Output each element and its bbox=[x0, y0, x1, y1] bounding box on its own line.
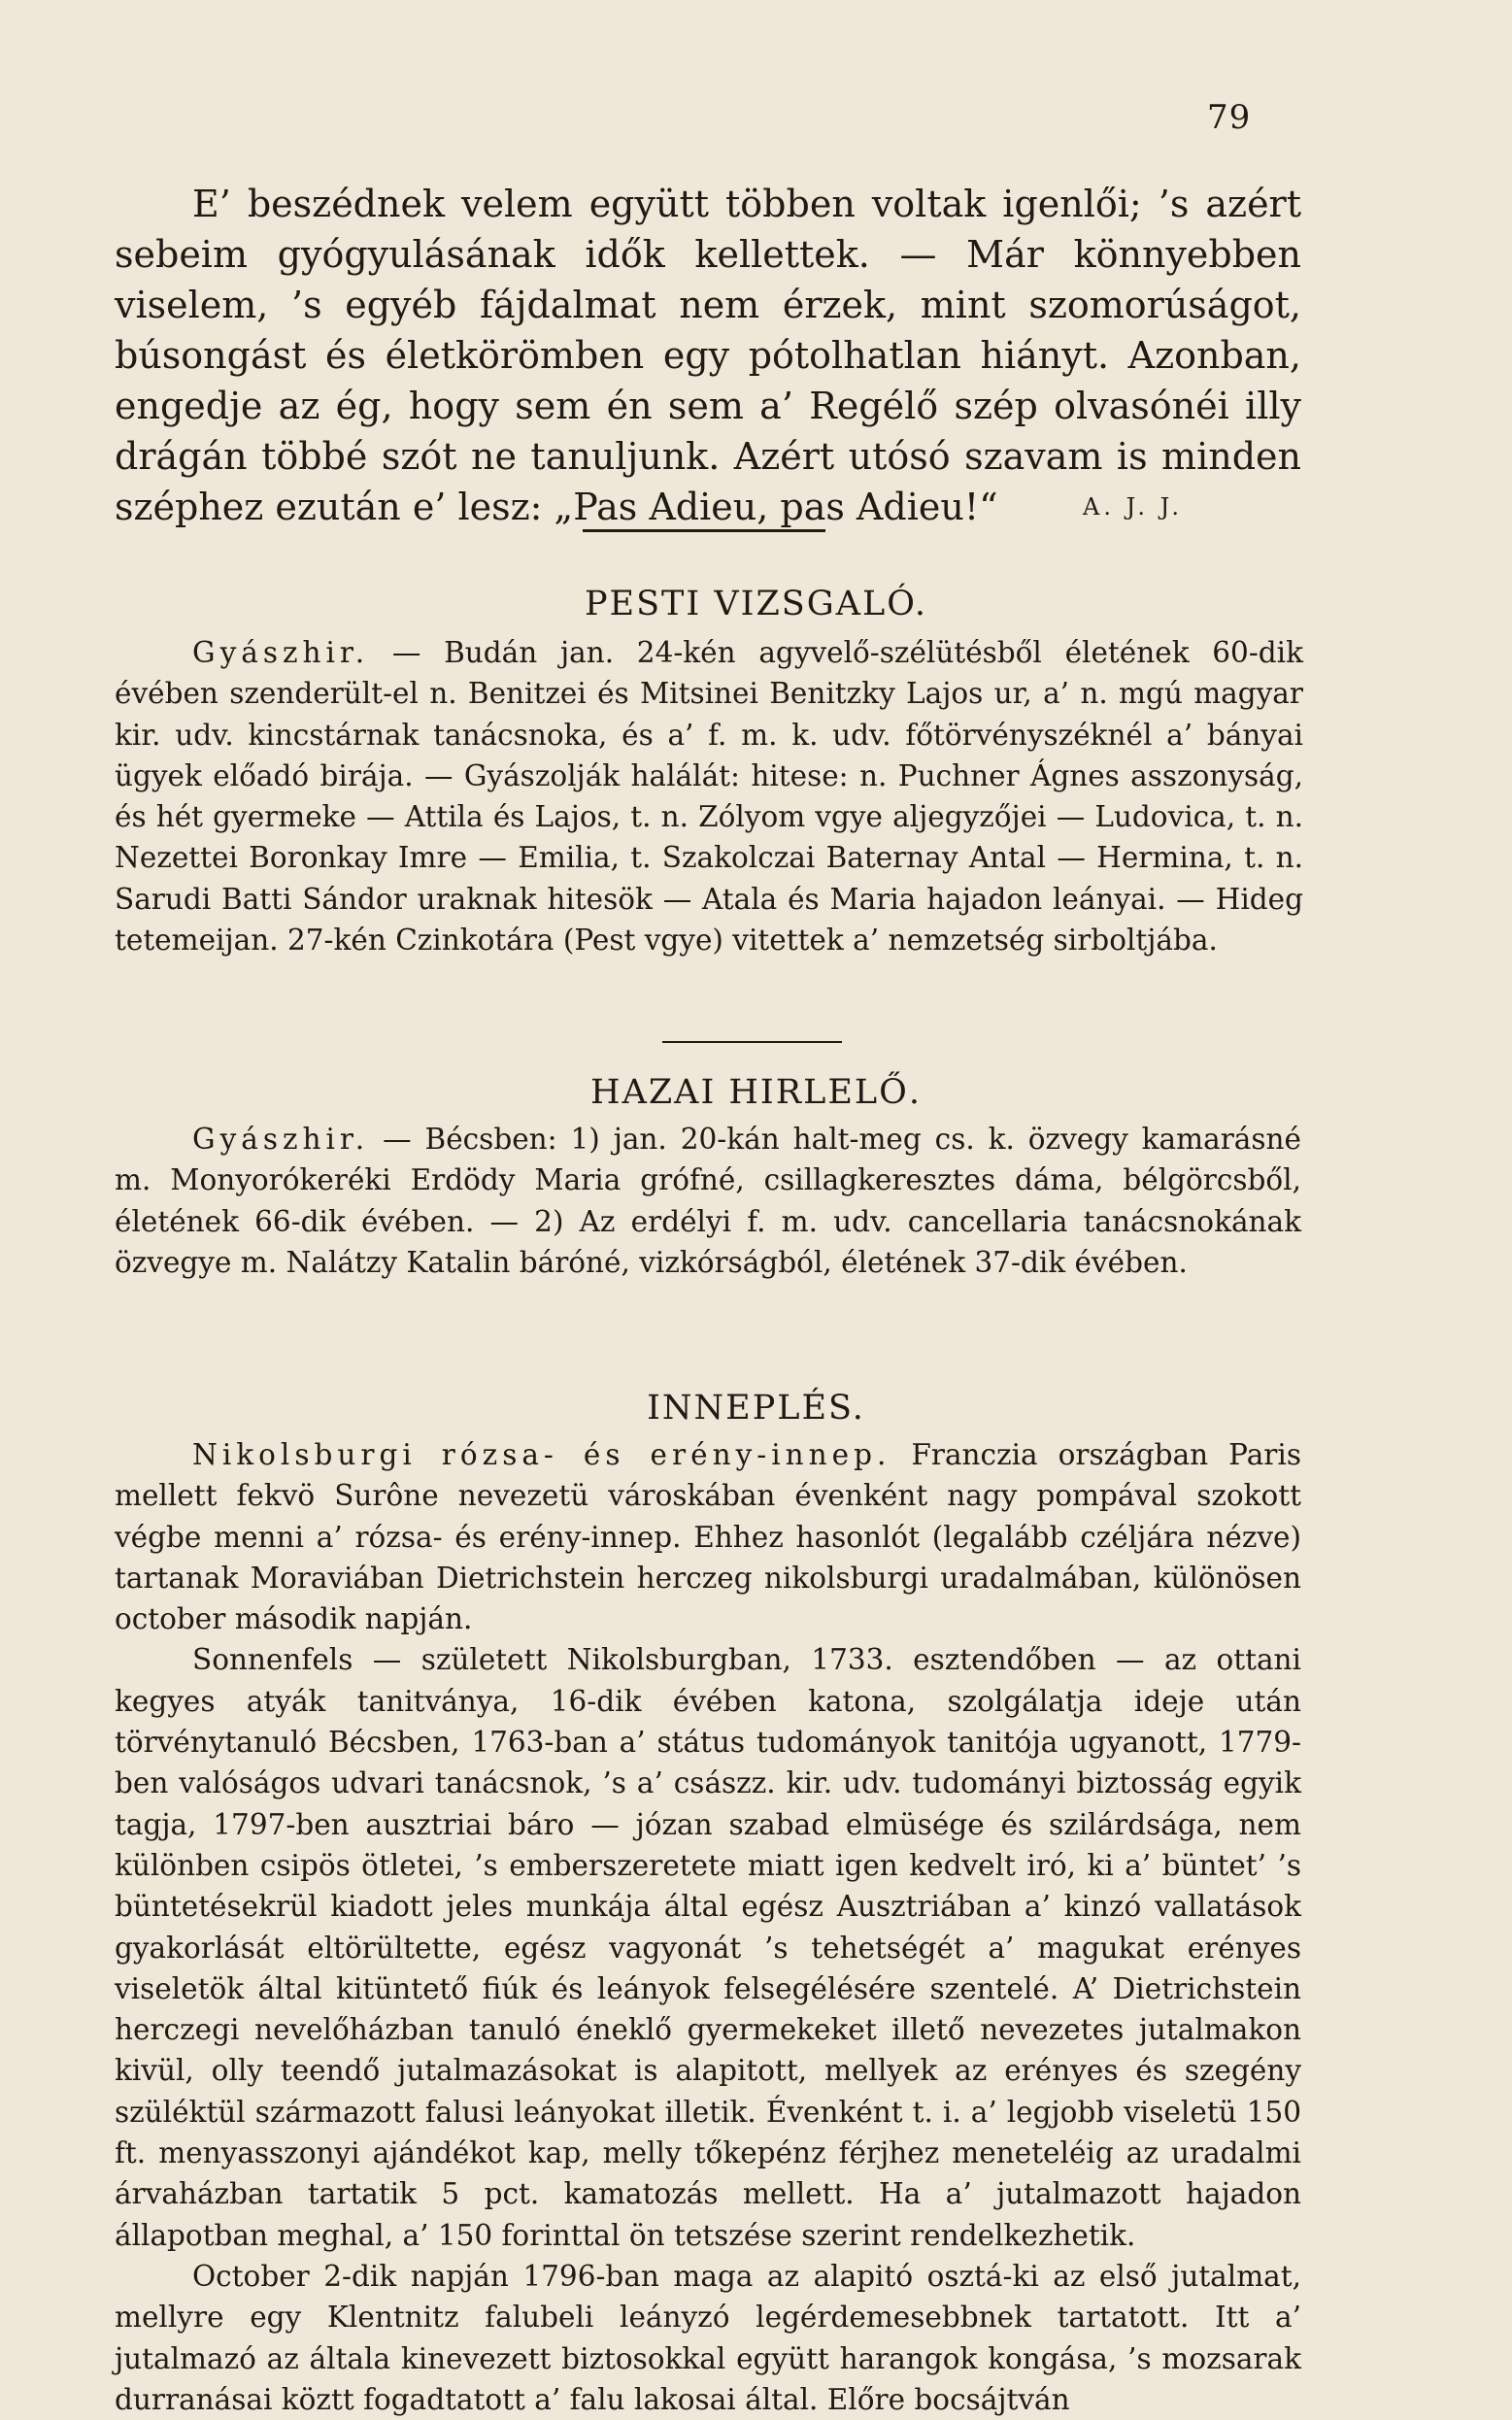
gyaszhir-text: — Bécsben: 1) jan. 20-kán halt-meg cs. k. özvegy kamarásné m. Monyorókeréki Erdödy Maria grófné, csillagkeresztes dáma, bélgörcsből, életének 66-dik évében. — 2) Az erdélyi f. m. udv. cancellaria tanácsnokának özvegye m. Nalátzy Katalin báróné, vizkórságból, életének 37-dik évében. bbox=[115, 1123, 1301, 1279]
section-paragraph bbox=[115, 1434, 1301, 1639]
signature: A. J. J. bbox=[1083, 493, 1183, 521]
section-paragraph bbox=[115, 632, 1303, 960]
letter-end bbox=[115, 179, 1301, 532]
section-divider bbox=[583, 529, 825, 532]
section-hazai-hirlelo bbox=[115, 1119, 1301, 1283]
section-divider bbox=[662, 1041, 842, 1043]
section-paragraph bbox=[115, 1119, 1301, 1283]
letter-line: Regélő szép olvasónéi illy drágán többé szót ne tanuljunk. Azért utósó bbox=[115, 385, 1301, 478]
section-title-hazai-hirlelo: HAZAI HIRLELŐ. bbox=[590, 1073, 922, 1112]
section-inneples bbox=[115, 1434, 1301, 2420]
letter-line: fájdalmat nem érzek, mint szomorúságot, búsongást és életkörömben bbox=[115, 284, 1301, 377]
section-paragraph: October 2-dik napján 1796-ban maga az alapitó osztá-ki az első jutalmat, mellyre egy Klentnitz falubeli leányzó legérdemesebbnek tartatott. Itt a’ jutalmazó az általa kinevezett biztosokkal együtt harangok kongása, ’s mozsarak durranásai köztt fogadtatott a’ falu lakosai által. Előre bocsájtván bbox=[115, 2259, 1301, 2416]
letter-line: gyógyulásának idők kellettek. — Már könnyebben viselem, ’s egyéb bbox=[115, 233, 1301, 326]
gyaszhir-lead: Gyászhir. bbox=[192, 1123, 370, 1156]
section-paragraph: Sonnenfels — született Nikolsburgban, 1733. esztendőben — az ottani kegyes atyák tanitványa, 16-dik évében katona, szolgálatja ideje után törvénytanuló Bécsben, 1763-ban a’ státus tudományok tanitója ugyanott, 1779-ben valóságos udvari tanácsnok, ’s a’ császz. kir. udv. tudományi biztosság egyik tagja, 1797-ben ausztriai báro — józan szabad elmüsége és szilárdsága, nem különben csipös ötletei, ’s emberszeretete miatt igen kedvelt iró, ki a’ büntet’ ’s büntetésekrül kiadott jeles munkája által egész Ausztriában a’ kinzó vallatások gyakorlását eltörültette, egész vagyonát ’s tehetségét a’ magukat erényes viseletök által kitüntető fiúk és leányok felsegélésére szentelé. A’ Dietrichstein herczegi nevelőházban tanuló éneklő gyermekeket illető nevezetes jutalmakon kivül, olly teendő jutalmazásokat is alapitott, mellyek az erényes és szegény szüléktül származott falusi leányokat illetik. Évenként t. i. a’ legjobb viseletü 150 ft. menyasszonyi ajándékot kap, melly tőkepénz férjhez meneteléig az uradalmi árvaházban tartatik 5 pct. kamatozás mellett. Ha a’ jutalmazott hajadon állapotban meghal, a’ 150 forinttal ön tetszése szerint rendelkezhetik. bbox=[115, 1643, 1301, 2252]
gyaszhir-lead: Gyászhir. bbox=[192, 636, 370, 669]
gyaszhir-text: — Budán jan. 24-kén agyvelő-szélütésből életének 60-dik évében szenderült-el n. Benitzei és Mitsinei Benitzky Lajos ur, a’ n. mgú magyar kir. udv. kincstárnak tanácsnoka, és a’ f. m. k. udv. főtörvényszéknél a’ bányai ügyek előadó birája. — Gyászolják halálát: hitese: n. Puchner Ágnes asszonyság, és hét gyermeke — Attila és Lajos, t. n. Zólyom vgye aljegyzőjei — Ludovica, t. n. Nezettei Boronkay Imre — Emilia, t. Szakolczai Baternay Antal — Hermina, t. n. Sarudi Batti Sándor uraknak hitesök — Atala és Maria hajadon leányai. — Hideg tetemeijan. 27-kén Czinkotára (Pest vgye) vitettek a’ nemzetség sirboltjába. bbox=[115, 636, 1303, 958]
letter-line: E’ beszédnek velem együtt többen voltak igenlői; ’s azért sebeim bbox=[115, 183, 1301, 276]
section-title-pesti-vizsgalo: PESTI VIZSGALÓ. bbox=[584, 585, 927, 623]
letter-line: egy pótolhatlan hiányt. Azonban, engedje az ég, hogy sem én sem a’ bbox=[115, 334, 1301, 427]
letter-line: szavam is minden széphez ezután e’ lesz: „Pas Adieu, pas Adieu!“ bbox=[115, 435, 1301, 528]
section-pesti-vizsgalo bbox=[115, 632, 1303, 960]
inneples-text: Franczia országban Paris mellett fekvö Surône nevezetü városkában évenként nagy pompával szokott végbe menni a’ rózsa- és erény-innep. Ehhez hasonlót (legalább czéljára nézve) tartanak Moraviában Dietrichstein herczeg nikolsburgi uradalmában, különösen october második napján. bbox=[115, 1438, 1301, 1636]
page-number: 79 bbox=[1207, 98, 1252, 137]
letter-paragraph bbox=[115, 179, 1301, 532]
section-title-inneples: INNEPLÉS. bbox=[647, 1389, 865, 1428]
inneples-lead: Nikolsburgi rózsa- és erény-innep. bbox=[192, 1438, 891, 1471]
